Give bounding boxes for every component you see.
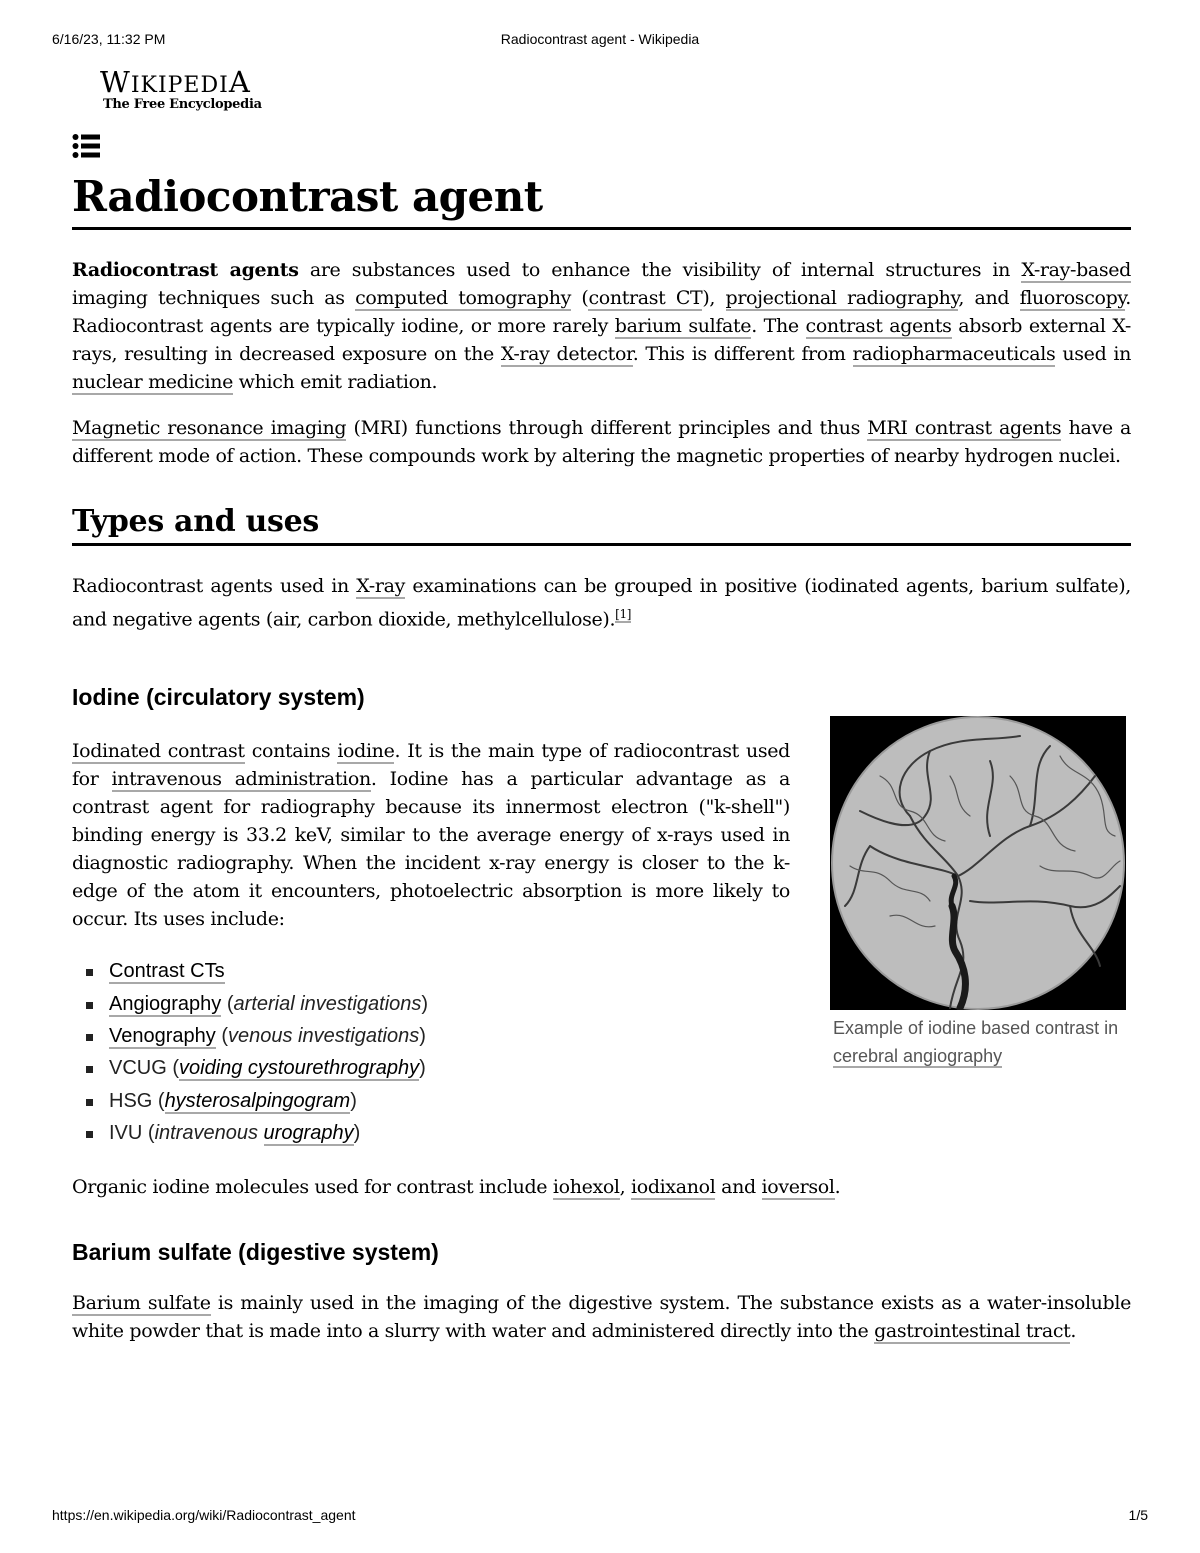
- reference-link-1[interactable]: [1]: [615, 607, 632, 622]
- link-contrast-ct[interactable]: contrast CT: [588, 287, 703, 310]
- subsection-heading-barium-sulfate: Barium sulfate (digestive system): [72, 1238, 439, 1265]
- list-item: IVU (intravenous urography): [86, 1117, 790, 1149]
- list-item: HSG (hysterosalpingogram): [86, 1085, 790, 1117]
- link-ioversol[interactable]: ioversol: [761, 1175, 835, 1198]
- link-voiding-cystourethrography[interactable]: voiding cystourethrography: [179, 1057, 420, 1080]
- link-iohexol[interactable]: iohexol: [552, 1175, 620, 1198]
- link-barium-sulfate-2[interactable]: Barium sulfate: [72, 1292, 211, 1315]
- link-gastrointestinal-tract[interactable]: gastrointestinal tract: [874, 1320, 1071, 1343]
- subsection-heading-iodine: Iodine (circulatory system): [72, 683, 365, 710]
- link-nuclear-medicine[interactable]: nuclear medicine: [72, 371, 233, 394]
- mri-paragraph: Magnetic resonance imaging (MRI) functions through different principles and thus MRI contrast agents have a different mode of action. These compounds work by altering the magnetic properties of nearby hydrogen nuclei.: [72, 417, 1131, 468]
- wikipedia-wordmark: WIKIPEDIA: [100, 65, 251, 99]
- print-datetime: 6/16/23, 11:32 PM: [52, 31, 166, 47]
- figure-caption: Example of iodine based contrast in cerebral angiography: [833, 1018, 1119, 1067]
- cerebral-angiography-image[interactable]: [830, 716, 1126, 1010]
- link-barium-sulfate[interactable]: barium sulfate: [614, 315, 752, 338]
- types-paragraph: Radiocontrast agents used in X-ray examinations can be grouped in positive (iodinated agents, barium sulfate), and negative agents (air, carbon dioxide, methylcellulose).[1]: [72, 575, 1131, 631]
- list-item: Venography (venous investigations): [86, 1020, 790, 1052]
- wikipedia-tagline: The Free Encyclopedia: [103, 97, 262, 112]
- link-cerebral-angiography[interactable]: cerebral angiography: [833, 1046, 1003, 1067]
- list-item: VCUG (voiding cystourethrography): [86, 1052, 790, 1084]
- link-angiography[interactable]: Angiography: [109, 992, 222, 1015]
- print-title: Radiocontrast agent - Wikipedia: [500, 31, 700, 47]
- link-computed-tomography[interactable]: computed tomography: [355, 287, 571, 310]
- link-radiopharmaceuticals[interactable]: radiopharmaceuticals: [852, 343, 1056, 366]
- barium-paragraph: Barium sulfate is mainly used in the imaging of the digestive system. The substance exists as a water-insoluble white powder that is made into a slurry with water and administered directly into the gastrointestinal tract.: [72, 1292, 1131, 1343]
- link-intravenous-administration[interactable]: intravenous administration: [111, 768, 371, 791]
- link-iodinated-contrast[interactable]: Iodinated contrast: [72, 740, 245, 763]
- link-magnetic-resonance-imaging[interactable]: Magnetic resonance imaging: [72, 417, 347, 440]
- link-x-ray[interactable]: X-ray-based: [1021, 259, 1131, 282]
- link-x-ray-detector[interactable]: X-ray detector: [500, 343, 633, 366]
- link-venography[interactable]: Venography: [109, 1025, 216, 1048]
- link-urography[interactable]: urography: [263, 1122, 354, 1145]
- link-iodixanol[interactable]: iodixanol: [631, 1175, 716, 1198]
- wikipedia-logo[interactable]: [100, 65, 1131, 112]
- list-icon[interactable]: [72, 133, 100, 159]
- article-content: [72, 65, 1131, 1345]
- link-contrast-agents[interactable]: contrast agents: [805, 315, 952, 338]
- link-fluoroscopy[interactable]: fluoroscopy: [1019, 287, 1126, 310]
- page-title: Radiocontrast agent: [72, 173, 1131, 230]
- list-item: Angiography (arterial investigations): [86, 988, 790, 1020]
- link-contrast-cts[interactable]: Contrast CTs: [109, 960, 225, 983]
- link-x-ray-2[interactable]: X-ray: [356, 575, 405, 598]
- link-projectional-radiography[interactable]: projectional radiography: [725, 287, 959, 310]
- print-url: https://en.wikipedia.org/wiki/Radiocontrast_agent: [52, 1507, 356, 1523]
- link-hysterosalpingogram[interactable]: hysterosalpingogram: [164, 1089, 351, 1112]
- angiography-figure: [830, 716, 1130, 1070]
- section-heading-types-and-uses: Types and uses: [72, 504, 1131, 546]
- iodine-section: [72, 737, 1131, 1149]
- list-item: [86, 955, 790, 987]
- uses-list: [72, 955, 790, 1149]
- link-iodine[interactable]: iodine: [337, 740, 395, 763]
- intro-paragraph: Radiocontrast agents are substances used to enhance the visibility of internal structures in X-ray-based imaging techniques such as computed tomography (contrast CT), projectional radiography, and fluoroscopy. Radiocontrast agents are typically iodine, or more rarely barium sulfate. The contrast agents absorb external X-rays, resulting in decreased exposure on the X-ray detector. This is different from radiopharmaceuticals used in nuclear medicine which emit radiation.: [72, 259, 1131, 394]
- organic-iodine-paragraph: Organic iodine molecules used for contrast include iohexol, iodixanol and ioversol.: [72, 1175, 841, 1198]
- iodine-paragraph: Iodinated contrast contains iodine. It is the main type of radiocontrast used for intravenous administration. Iodine has a particular advantage as a contrast agent for radiography because its innermost electron ("k-shell") binding energy is 33.2 keV, similar to the average energy of x-rays used in diagnostic radiography. When the incident x-ray energy is closer to the k-edge of the atom it encounters, photoelectric absorption is more likely to occur. Its uses include:: [72, 740, 791, 931]
- link-mri-contrast-agents[interactable]: MRI contrast agents: [867, 417, 1062, 440]
- page-number: 1/5: [1128, 1507, 1148, 1523]
